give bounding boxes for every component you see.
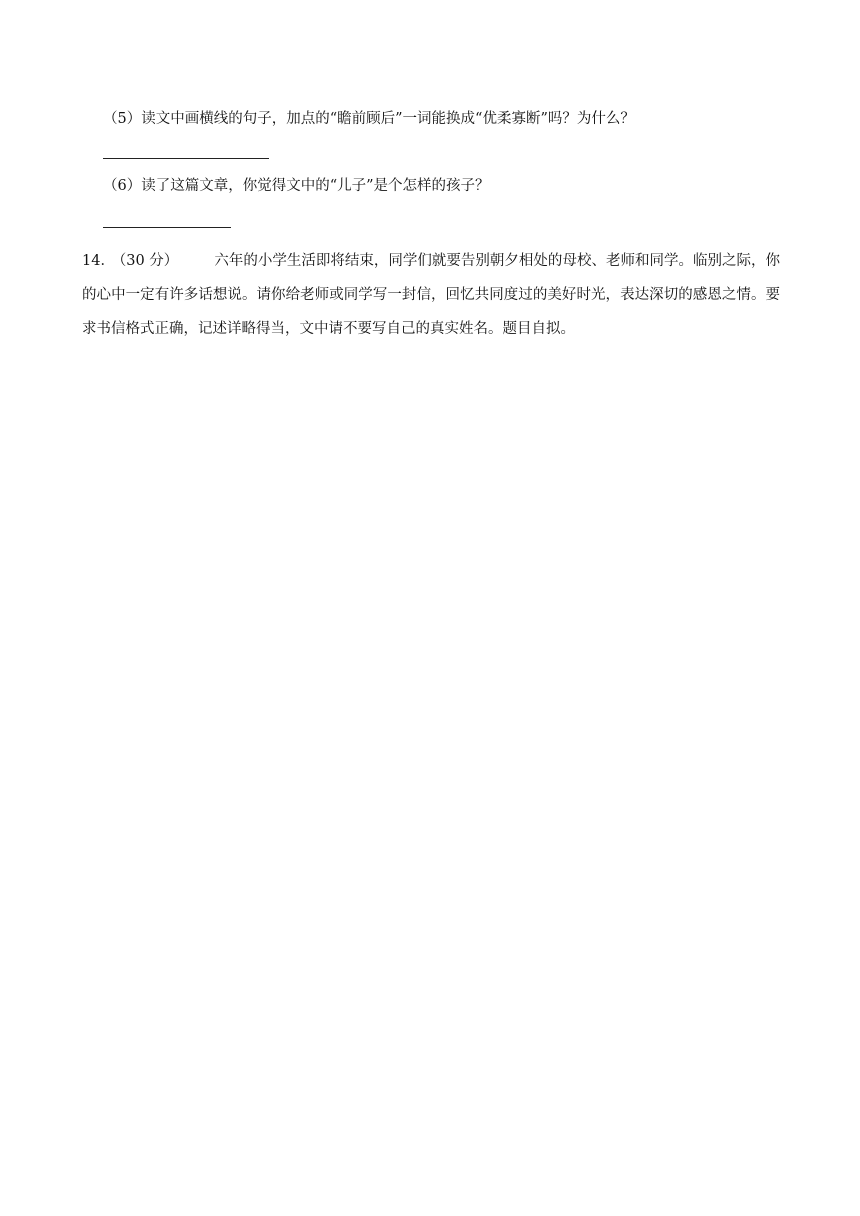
question-14 [82, 244, 780, 346]
question-14-text: 六年的小学生活即将结束，同学们就要告别朝夕相处的母校、老师和同学。临别之际，你的心中一定有许多话想说。请你给老师或同学写一封信，回忆共同度过的美好时光，表达深切的感恩之情。要求书信格式正确，记述详略得当，文中请不要写自己的真实姓名。题目自拟。 [82, 253, 781, 337]
question-6-text: （6）读了这篇文章，你觉得文中的“儿子”是个怎样的孩子？ [103, 178, 490, 194]
question-14-number: 14． [82, 253, 115, 269]
question-6-answer-line [103, 227, 231, 228]
question-5-answer-line [103, 158, 269, 159]
question-14-score: （30 分） [118, 253, 179, 269]
question-5-text: （5）读文中画横线的句子，加点的“瞻前顾后”一词能换成“优柔寡断”吗？为什么？ [103, 111, 635, 127]
